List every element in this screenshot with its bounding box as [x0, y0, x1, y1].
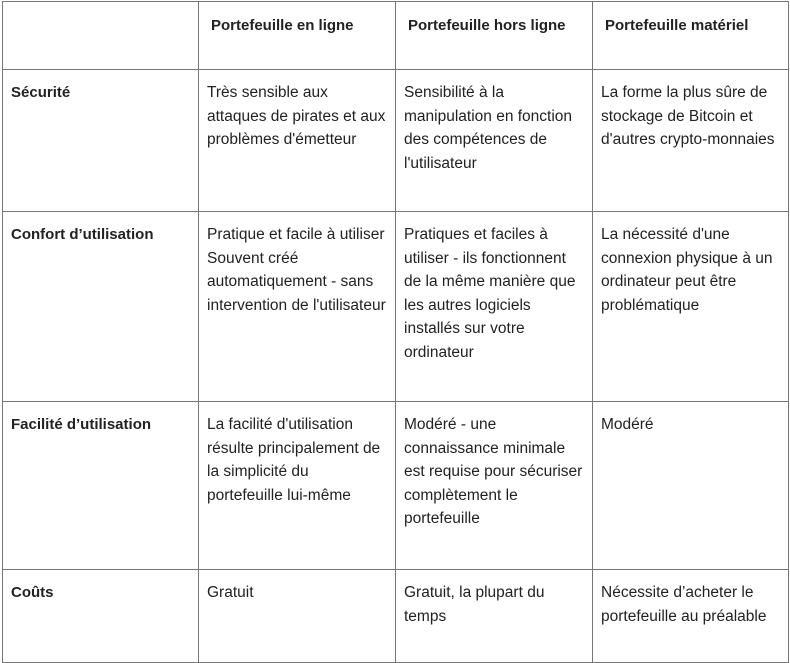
row-label-costs: Coûts — [3, 570, 199, 663]
header-row — [3, 2, 789, 70]
cell-costs-hardware: Nécessite d’acheter le portefeuille au préalable — [593, 570, 789, 663]
cell-ease-offline: Modéré - une connaissance minimale est requise pour sécuriser complètement le portefeuille — [396, 402, 593, 570]
header-offline-wallet: Portefeuille hors ligne — [396, 2, 593, 70]
row-label-comfort: Confort d’utilisation — [3, 212, 199, 402]
cell-security-hardware: La forme la plus sûre de stockage de Bitcoin et d'autres crypto-monnaies — [593, 70, 789, 212]
row-label-ease: Facilité d’utilisation — [3, 402, 199, 570]
wallet-comparison-table — [2, 1, 789, 663]
cell-comfort-online: Pratique et facile à utiliser Souvent créé automatiquement - sans intervention de l'utilisateur — [199, 212, 396, 402]
corner-cell — [3, 2, 199, 70]
cell-comfort-hardware: La nécessité d'une connexion physique à un ordinateur peut être problématique — [593, 212, 789, 402]
header-hardware-wallet: Portefeuille matériel — [593, 2, 789, 70]
header-online-wallet: Portefeuille en ligne — [199, 2, 396, 70]
table-row-security — [3, 70, 789, 212]
cell-comfort-offline: Pratiques et faciles à utiliser - ils fonctionnent de la même manière que les autres logiciels installés sur votre ordinateur — [396, 212, 593, 402]
row-label-security: Sécurité — [3, 70, 199, 212]
table-row-comfort — [3, 212, 789, 402]
cell-costs-offline: Gratuit, la plupart du temps — [396, 570, 593, 663]
cell-ease-online: La facilité d'utilisation résulte principalement de la simplicité du portefeuille lui-même — [199, 402, 396, 570]
cell-security-offline: Sensibilité à la manipulation en fonction des compétences de l'utilisateur — [396, 70, 593, 212]
table-row-costs — [3, 570, 789, 663]
cell-ease-hardware: Modéré — [593, 402, 789, 570]
cell-costs-online: Gratuit — [199, 570, 396, 663]
table-row-ease — [3, 402, 789, 570]
cell-security-online: Très sensible aux attaques de pirates et aux problèmes d'émetteur — [199, 70, 396, 212]
